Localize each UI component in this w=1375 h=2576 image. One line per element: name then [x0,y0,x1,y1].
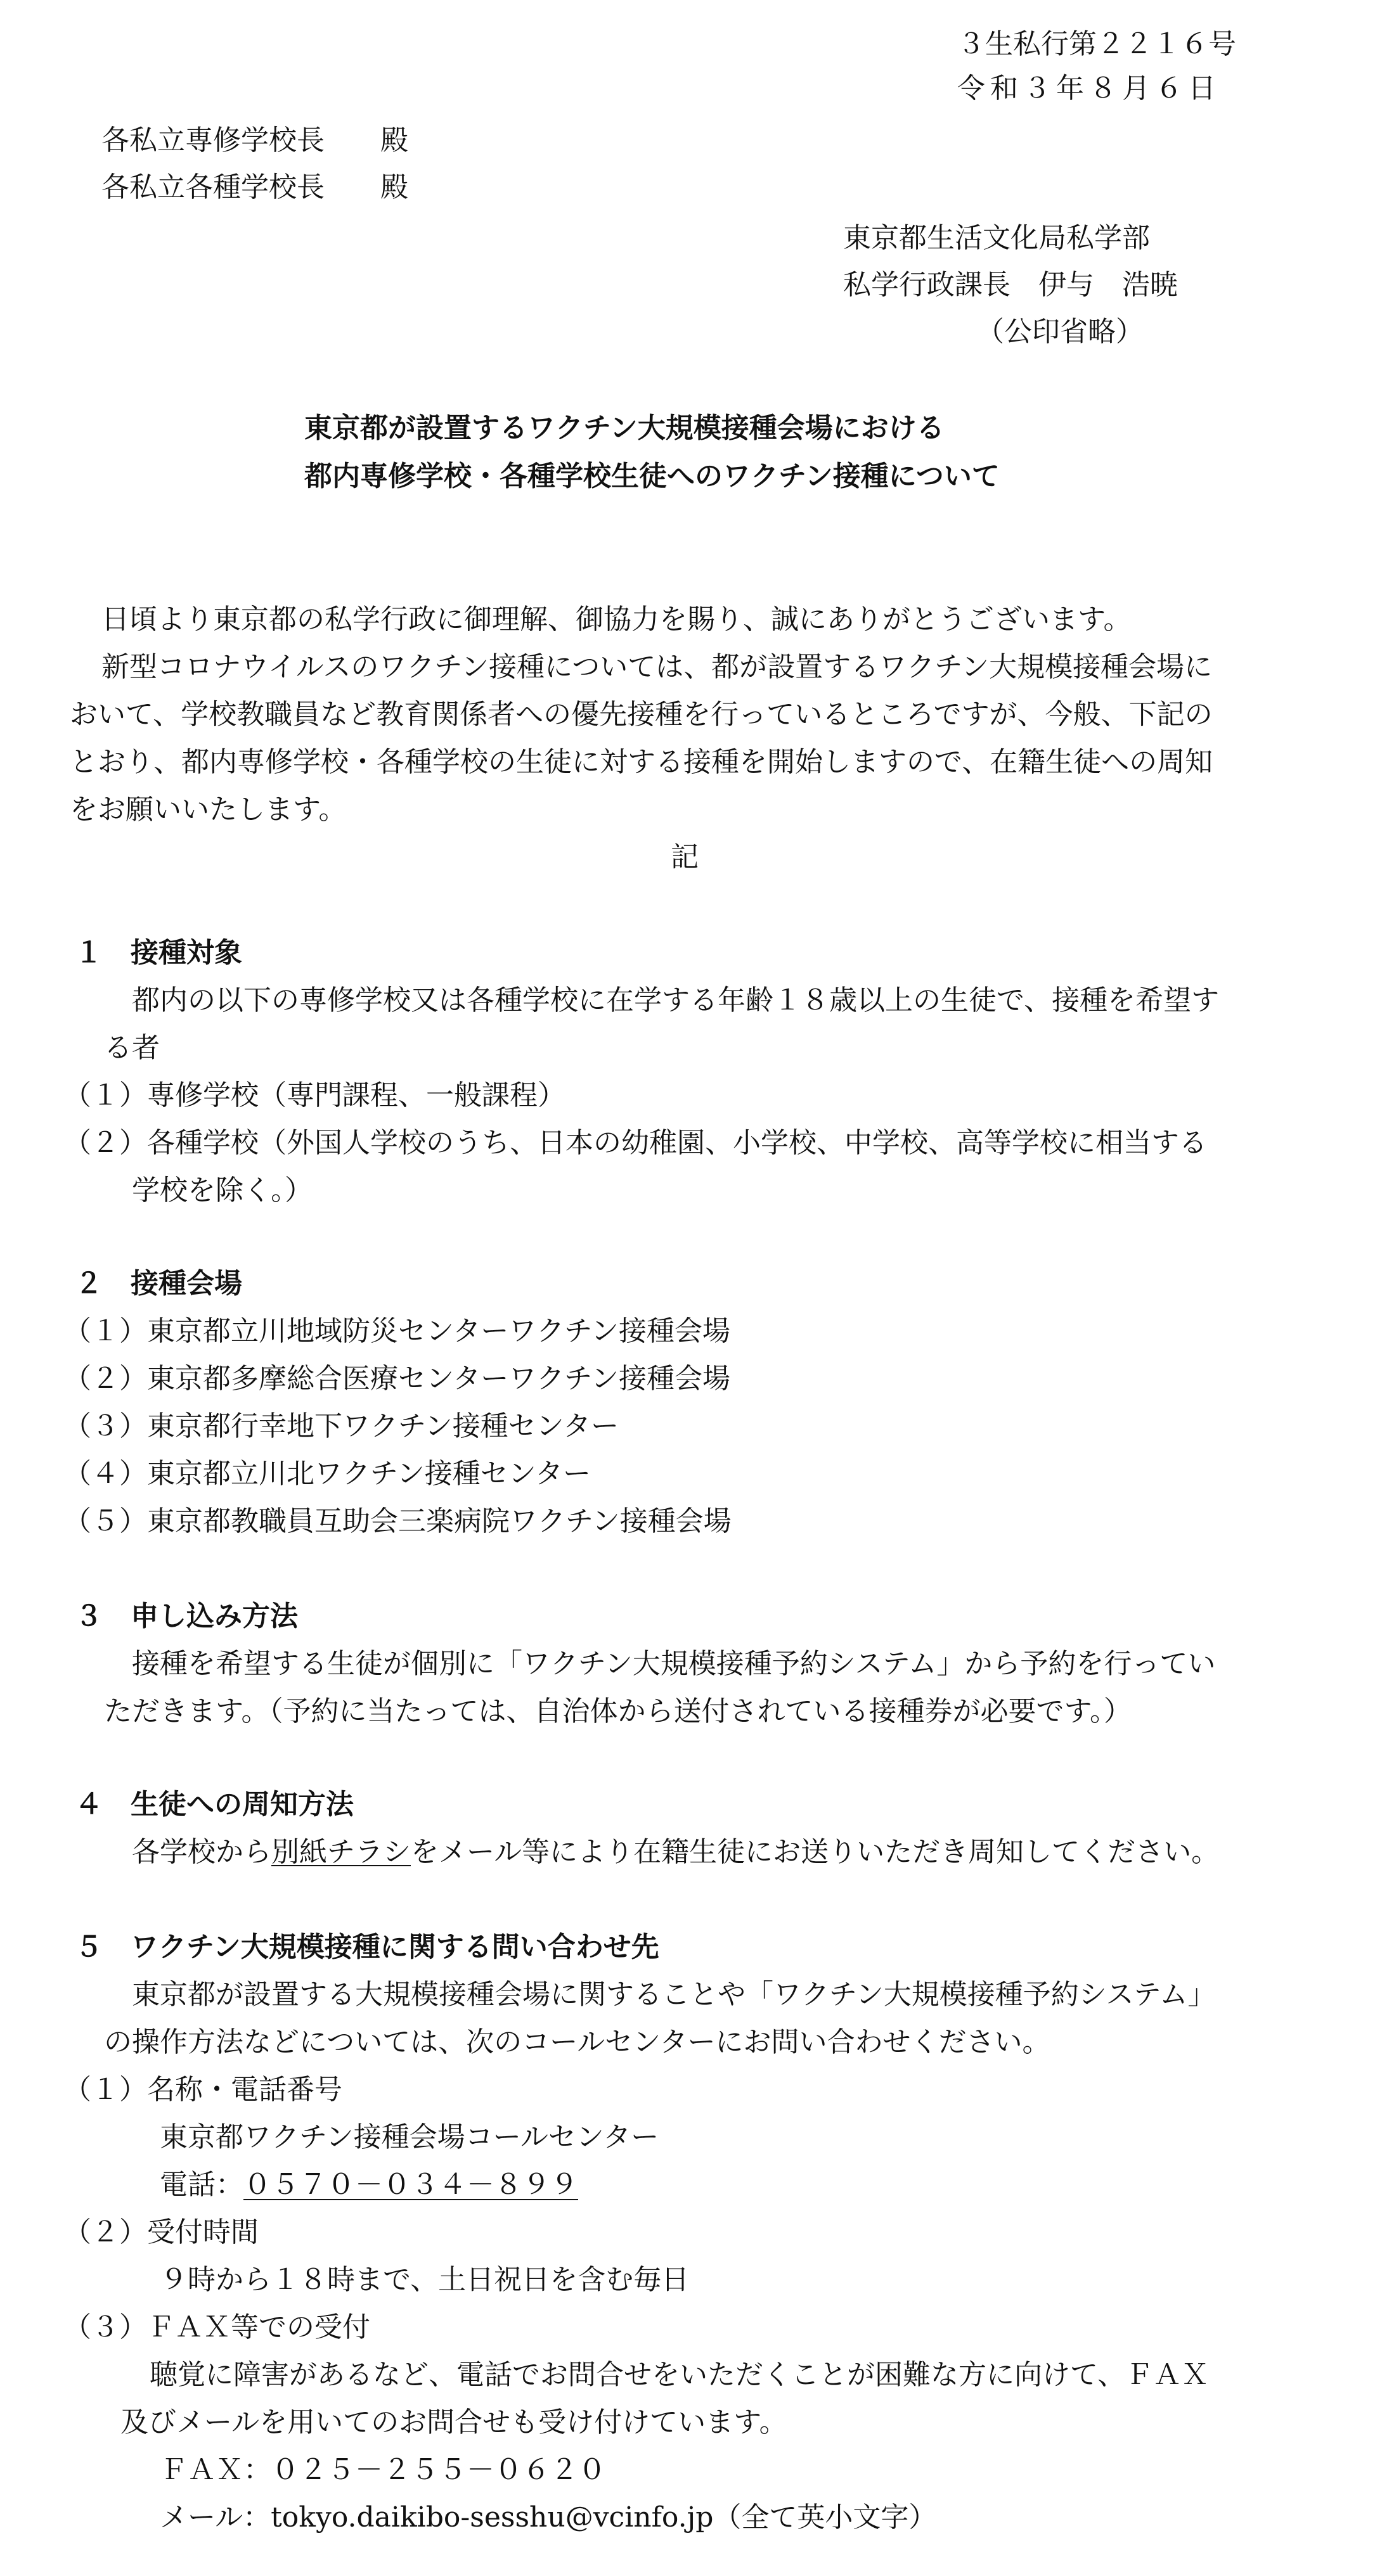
section-4-body-pre: 各学校から [132,1836,271,1868]
contact-subheading-fax: （３）ＦＡＸ等での受付 [63,2311,370,2343]
mail-line [160,2501,936,2535]
section-1-item-1: （１）専修学校（専門課程、一般課程） [63,1079,565,1112]
recipient-1: 各私立専修学校長 殿 [101,124,408,157]
venue-item: （１）東京都立川地域防災センターワクチン接種会場 [63,1315,731,1347]
section-1-item-2-cont: 学校を除く。） [132,1174,313,1207]
venue-item: （５）東京都教職員互助会三楽病院ワクチン接種会場 [63,1505,732,1537]
section-4-heading: ４ 生徒への周知方法 [75,1788,354,1821]
intro-line-1: 日頃より東京都の私学行政に御理解、御協力を賜り、誠にありがとうございます。 [101,603,1132,636]
section-5-body-2: の操作方法などについては、次のコールセンターにお問い合わせください。 [104,2026,1050,2058]
document-number: ３生私行第２２１６号 [957,28,1236,60]
reception-hours: ９時から１８時まで、土日祝日を含む毎日 [160,2264,690,2296]
intro-line-5: をお願いいたします。 [70,793,347,826]
section-3-heading: ３ 申し込み方法 [75,1600,298,1632]
intro-line-3: おいて、学校教職員など教育関係者への優先接種を行っているところですが、今般、下記の [70,698,1213,731]
sender-department: 東京都生活文化局私学部 [843,222,1150,254]
ki-mark: 記 [671,841,699,873]
title-line-1: 東京都が設置するワクチン大規模接種会場における [304,412,945,444]
section-4-body [132,1836,1219,1869]
section-1-item-2: （２）各種学校（外国人学校のうち、日本の幼稚園、小学校、中学校、高等学校に相当する [63,1127,1207,1159]
mail-note: （全て英小文字） [713,2501,937,2534]
seal-omitted-note: （公印省略） [976,316,1144,348]
phone-line [160,2169,578,2202]
section-1-body-1: 都内の以下の専修学校又は各種学校に在学する年齢１８歳以上の生徒で、接種を希望す [132,984,1220,1016]
section-5-heading: ５ ワクチン大規模接種に関する問い合わせ先 [75,1931,659,1963]
section-5-body-1: 東京都が設置する大規模接種会場に関することや「ワクチン大規模接種予約システム」 [132,1978,1216,2011]
phone-label: 電話： [160,2169,243,2201]
section-3-body-1: 接種を希望する生徒が個別に「ワクチン大規模接種予約システム」から予約を行ってい [132,1648,1216,1680]
section-2-heading: ２ 接種会場 [75,1267,242,1300]
phone-number[interactable]: ０５７０－０３４－８９９ [243,2169,578,2201]
section-4-body-post: をメール等により在籍生徒にお送りいただき周知してください。 [411,1836,1220,1868]
fax-number: ＦＡＸ：０２５－２５５－０６２０ [160,2454,606,2486]
mail-label: メール： [160,2501,271,2534]
section-1-body-2: る者 [104,1032,160,1064]
section-1-heading: １ 接種対象 [75,937,242,969]
venue-item: （４）東京都立川北ワクチン接種センター [63,1458,591,1490]
contact-subheading-hours: （２）受付時間 [63,2216,259,2248]
flyer-link[interactable]: 別紙チラシ [271,1836,411,1868]
intro-line-2: 新型コロナウイルスのワクチン接種については、都が設置するワクチン大規模接種会場に [101,651,1213,683]
fax-body-1: 聴覚に障害があるなど、電話でお問合せをいただくことが困難な方に向けて、ＦＡＸ [150,2359,1210,2391]
section-3-body-2: ただきます。（予約に当たっては、自治体から送付されている接種券が必要です。） [104,1695,1132,1727]
sender-name: 私学行政課長 伊与 浩暁 [843,269,1178,301]
contact-subheading-name-phone: （１）名称・電話番号 [63,2073,342,2106]
document-date: 令和３年８月６日 [957,72,1221,105]
intro-line-4: とおり、都内専修学校・各種学校の生徒に対する接種を開始しますので、在籍生徒への周知 [70,746,1213,778]
recipient-2: 各私立各種学校長 殿 [101,171,408,203]
fax-body-2: 及びメールを用いてのお問合せも受け付けています。 [120,2406,787,2438]
mail-address[interactable]: tokyo.daikibo-sesshu@vcinfo.jp [271,2501,714,2534]
venue-item: （３）東京都行幸地下ワクチン接種センター [63,1410,619,1442]
call-center-name: 東京都ワクチン接種会場コールセンター [160,2121,659,2153]
venue-item: （２）東京都多摩総合医療センターワクチン接種会場 [63,1362,731,1395]
title-line-2: 都内専修学校・各種学校生徒へのワクチン接種について [304,460,1000,492]
